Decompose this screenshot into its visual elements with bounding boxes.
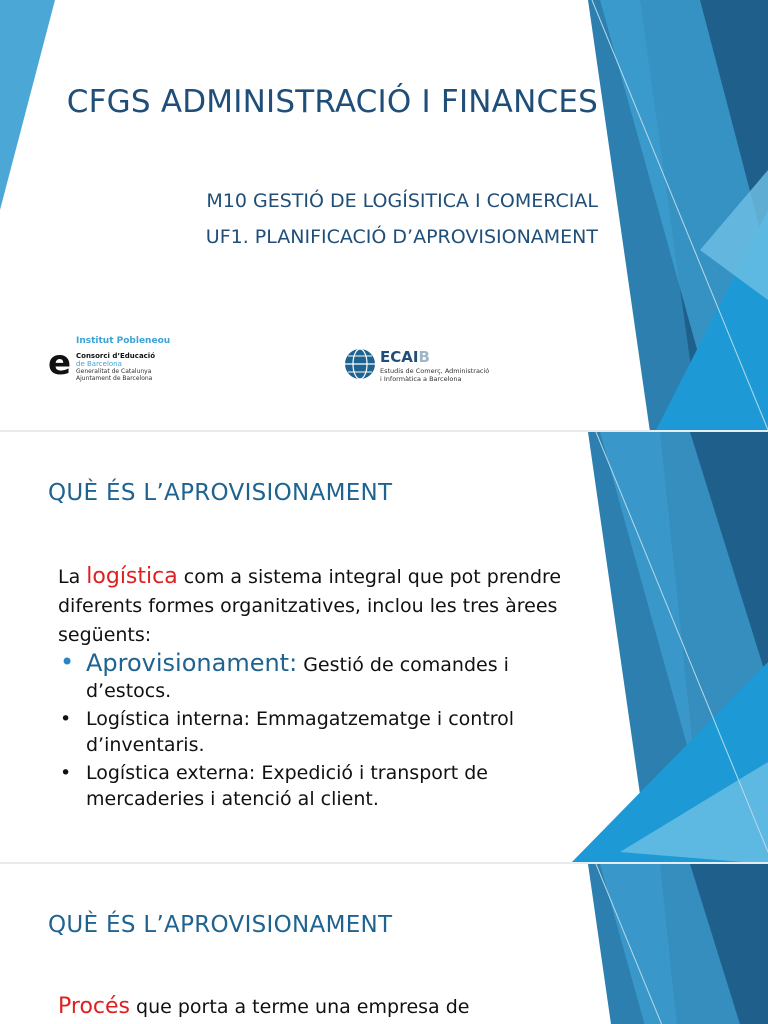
ecaib-name: ECAIB [380, 348, 430, 366]
presentation-title: CFGS ADMINISTRACIÓ I FINANCES [66, 84, 598, 120]
logo-line-2: de Barcelona [76, 360, 122, 368]
institut-pobleneou-logo [48, 336, 178, 396]
module-subtitle: M10 GESTIÓ DE LOGÍSITICA I COMERCIAL [206, 190, 598, 212]
areas-list [58, 650, 578, 814]
proces-highlight: Procés [58, 994, 130, 1019]
ecaib-description-2: i Informàtica a Barcelona [380, 375, 462, 383]
intro-paragraph: La logística com a sistema integral que pot prendre diferents formes organitzatives, inclou les tres àrees següents: [58, 564, 562, 646]
list-item: • Aprovisionament: Gestió de comandes i d’estocs. [60, 648, 509, 702]
logo-line-4: Ajuntament de Barcelona [76, 375, 153, 382]
slide-heading: QUÈ ÉS L’APROVISIONAMENT [48, 912, 393, 938]
list-item: • Logística externa: Expedició i transport de mercaderies i atenció al client. [60, 762, 488, 810]
slide-3 [0, 864, 768, 1024]
ecaib-description-1: Estudis de Comerç, Administració [380, 367, 490, 375]
slide-heading: QUÈ ÉS L’APROVISIONAMENT [48, 480, 393, 506]
logistica-highlight: logística [86, 564, 178, 589]
intro-paragraph: Procés que porta a terme una empresa de [58, 994, 470, 1019]
slide-2 [0, 432, 768, 864]
logo-line-1: Consorci d’Educació [76, 352, 156, 360]
unit-subtitle: UF1. PLANIFICACIÓ D’APROVISIONAMENT [205, 226, 598, 248]
slide-1 [0, 0, 768, 432]
logo-institution-name: Institut Pobleneou [76, 336, 171, 346]
ecaib-logo [344, 346, 494, 390]
logo-letter-e: e [48, 343, 72, 383]
globe-icon [344, 348, 376, 380]
logo-line-3: Generalitat de Catalunya [76, 368, 152, 375]
list-item: • Logística interna: Emmagatzematge i control d’inventaris. [60, 708, 515, 756]
